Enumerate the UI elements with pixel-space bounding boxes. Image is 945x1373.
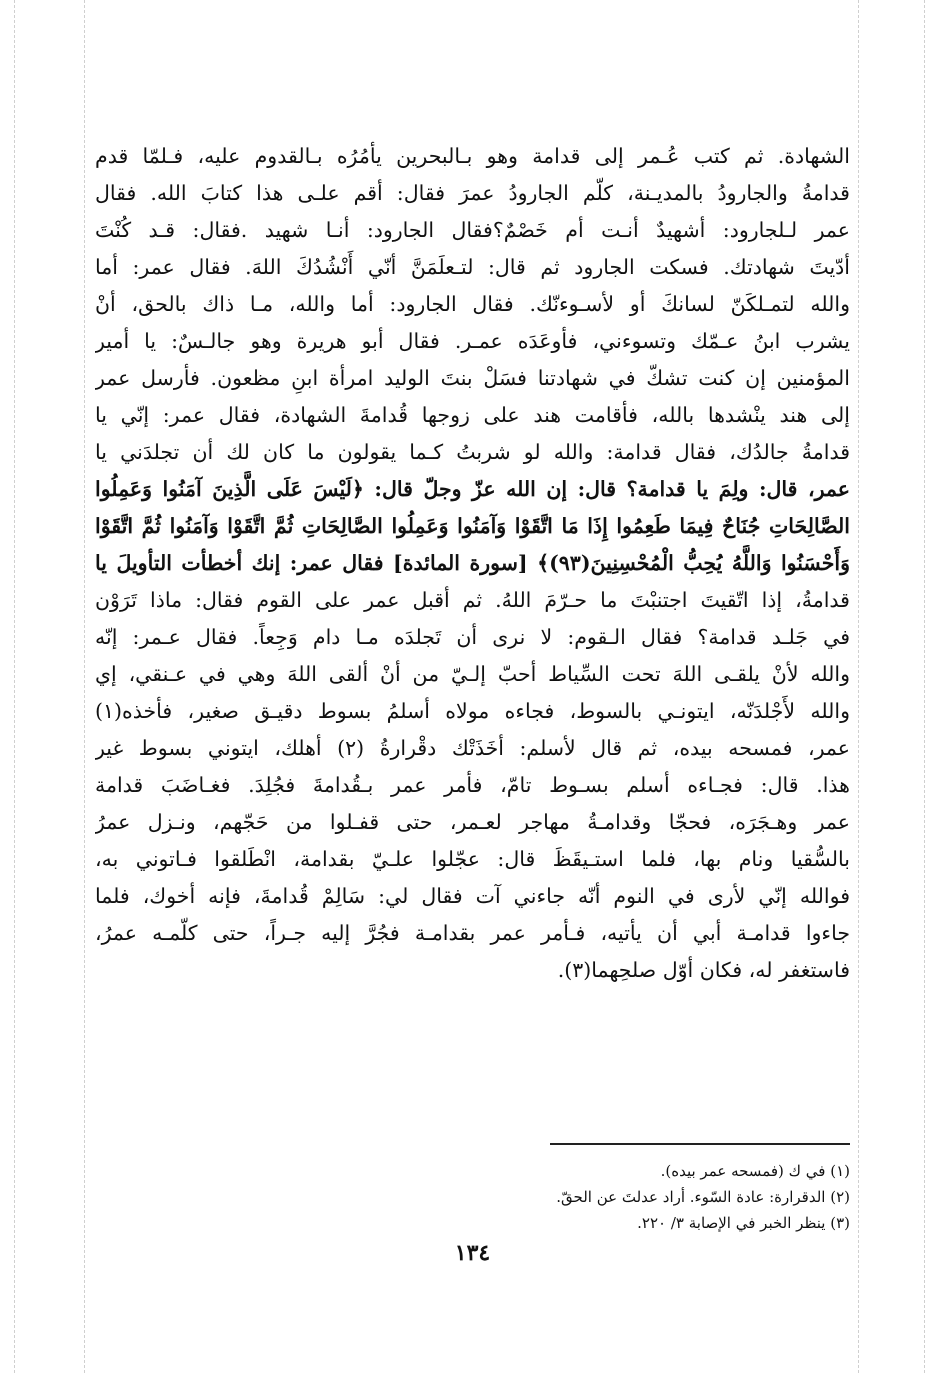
footnote: (٢) الدقرارة: عادة السّوء. أراد عدلتَ عن الحقّ. — [556, 1188, 850, 1206]
scan-fold-line — [14, 0, 15, 1373]
text-line: يشرب ابنُ عـمّك وتسوءني، فأوعَدَه عمـر. فقال أبو هريرة وهو جالـسٌ: يا أمير — [95, 329, 850, 353]
text-line: في جَلـد قدامة؟ فقال الـقوم: لا نرى أن تَجلدَه مـا دام وَجِعاً. فقال عـمر: إنّه — [95, 625, 850, 649]
text-line: قدامةُ، إذا اتّقيتَ اجتنبْتَ ما حـرّمَ اللهُ. ثم أقبل عمر على القوم فقال: ماذا تَرَوْن — [95, 588, 850, 612]
text-line: عمر لـلجارود: أشهيدٌ أنـت أم خَصْمٌ؟فقال الجارود: أنـا شهيد .فقال: قـد كُنْتَ — [95, 218, 850, 242]
text-line: فوالله إنّي لأرى في النوم أنّه جاءني آت فقال لي: سَالِمْ قُدامةَ، فإنه أخوك، فلما — [95, 884, 850, 908]
quran-verse-line: الصَّالِحَاتِ جُنَاحٌ فِيمَا طَعِمُوا إِذَا مَا اتَّقَوْا وَآمَنُوا وَعَمِلُوا الصَّالِحَاتِ ثُمَّ اتَّقَوْا وَآمَنُوا ثُمَّ اتَّقَوْا — [95, 514, 850, 538]
scan-fold-line — [858, 0, 859, 1373]
text-line: بالسُّقيا ونام بها، فلما استـيقَظَ قال: عجّلوا علـيّ بقدامة، انْطَلقوا فـاتوني به، — [95, 847, 850, 871]
text-line: الشهادة. ثم كتب عُـمر إلى قدامة وهو بـالبحرين يأمُرُه بـالقدوم عليه، فـلمّا قدم — [95, 144, 850, 168]
quran-verse-line: عمر، قال: ولِمَ يا قدامة؟ قال: إن الله عزّ وجلّ قال: ﴿لَيْسَ عَلَى الَّذِينَ آمَنُوا وَعَمِلُوا — [95, 477, 850, 501]
page-number: ١٣٤ — [454, 1240, 491, 1266]
scan-fold-line — [84, 0, 85, 1373]
text-line: والله لأَجْلدَنّه، ايتونـي بالسوط، فجاءه مولاه أسلمُ بسوط دقيـق صغير، فأخذه(١) — [95, 699, 850, 723]
text-line: إلى هند ينْشدها بالله، فأقامت هند على زوجها قُدامةَ الشهادة، فقال عمر: إنّي يا — [95, 403, 850, 427]
footnote-separator — [550, 1143, 850, 1145]
text-line: أدّيتَ شهادتك. فسكت الجارود ثم قال: لتـعلَمَنَّ أنّي أَنْشُدُكَ اللهَ. فقال عمر: أما — [95, 255, 850, 279]
text-line: المؤمنين إن كنت تشكّ في شهادتنا فسَلْ بنتَ الوليد امرأة ابنِ مظعون. فأرسل عمر — [95, 366, 850, 390]
text-line: عمر، فمسحه بيده، ثم قال لأسلم: أخَذَتْك دقْرارةُ (٢) أهلك، ايتوني بسوط غير — [95, 736, 850, 760]
footnote: (١) في ك (فمسحه عمر بيده). — [660, 1162, 850, 1180]
footnotes — [95, 1158, 850, 1236]
text-line: قدامةُ جالدُك، فقال قدامة: والله لو شربتُ كـما يقولون ما كان لك أن تجلدَني يا — [95, 440, 850, 464]
text-line: عمر وهـجَرَه، فحجّا وقدامـةُ مهاجر لعـمر، حتى قفـلوا من حَجّهم، ونـزل عمرُ — [95, 810, 850, 834]
text-line: والله لتمـلكَنّ لسانكَ أو لأسـوءنّك. فقال الجارود: أما والله، مـا ذاك بالحق، أنْ — [95, 292, 850, 316]
book-page — [95, 138, 850, 1266]
text-line: والله لأنْ يلقـى اللهَ تحت السِّياط أحبّ إلـيّ من أنْ ألقى اللهَ وهي في عـنقي، إي — [95, 662, 850, 686]
body-text — [95, 138, 850, 989]
scan-fold-line — [924, 0, 925, 1373]
quran-verse-line: وَأَحْسَنُوا وَاللَّهُ يُحِبُّ الْمُحْسِنِينَ(٩٣)﴾ [سورة المائدة] فقال عمر: إنك أخطأت التأويلَ يا — [95, 551, 850, 575]
footnote: (٣) ينظر الخبر في الإصابة ٣/ ٢٢٠. — [637, 1214, 850, 1232]
text-line: قدامةُ والجارودُ بالمديـنة، كلّم الجارودُ عمرَ فقال: أقم علـى هذا كتابَ الله. فقال — [95, 181, 850, 205]
text-line: جاءوا قدامـة أبي أن يأتيه، فـأمر عمر بقدامـة فجُرَّ إليه جـراً، حتى كلّمـه عمرُ، — [95, 921, 850, 945]
text-line: هذا. قال: فجـاءه أسلم بسـوط تامّ، فأمر عمر بـقُدامةَ فجُلِدَ. فغـاضَبَ قدامة — [95, 773, 850, 797]
text-line: فاستغفر له، فكان أوّل صلحِهما(٣). — [557, 958, 850, 982]
